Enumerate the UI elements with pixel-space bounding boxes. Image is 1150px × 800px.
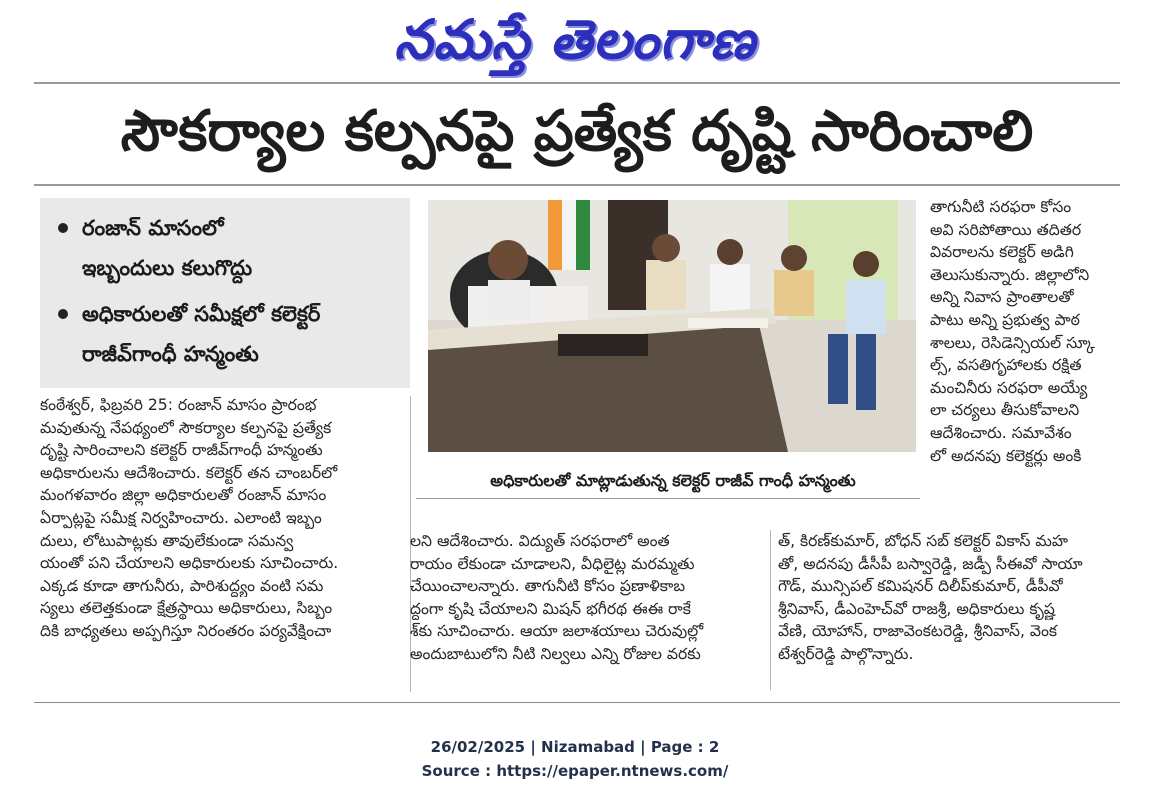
body-line: వివరాలను కలెక్టర్ అడిగి (930, 243, 1074, 262)
bullet-icon (58, 309, 68, 319)
bullet-icon (58, 223, 68, 233)
body-line: పాటు అన్ని ప్రభుత్వ పాఠ (930, 310, 1080, 329)
body-line: మంచినీరు సరఫరా అయ్యే (930, 378, 1088, 397)
highlight-line: రంజాన్ మాసంలో (82, 216, 224, 240)
column-divider (770, 530, 771, 690)
body-line: గౌడ్, మున్సిపల్ కమిషనర్ దిలీప్‌కుమార్, డీపీవో (778, 577, 1063, 596)
body-line: వేణి, యోహాన్, రాజావెంకటరెడ్డి, శ్రీనివాస్, వెంక (778, 622, 1058, 641)
body-line: ద్ధంగా కృషి చేయాలని మిషన్ భగీరథ ఈఈ రాకే (410, 599, 691, 618)
body-line: శ్‌కు సూచించారు. ఆయా జలాశయాలు చెరువుల్లో (410, 622, 704, 641)
body-column-right-top (930, 196, 1126, 467)
photo-caption: అధికారులతో మాట్లాడుతున్న కలెక్టర్ రాజీవ్ గాంధీ హన్మంతు (490, 471, 856, 490)
body-line: అందుబాటులోని నీటి నిల్వలు ఎన్ని రోజుల వరకు (410, 644, 701, 663)
body-line: మవుతున్న నేపథ్యంలో సౌకర్యాల కల్పనపై ప్రత్యేక (40, 418, 332, 437)
body-column-left (40, 394, 406, 643)
body-line: టేశ్వర్‌రెడ్డి పాల్గొన్నారు. (778, 644, 914, 663)
highlight-item (58, 208, 400, 288)
headline-divider (34, 184, 1120, 186)
highlight-line: రాజీవ్‌గాంధీ హన్మంతు (82, 342, 259, 366)
body-line: లా చర్యలు తీసుకోవాలని (930, 401, 1080, 420)
body-line: లని ఆదేశించారు. విద్యుత్ సరఫరాలో అంత (410, 532, 670, 550)
body-line: తో, అదనపు డీసీపీ బస్వారెడ్డి, జడ్పీ సీఈవో సాయా (778, 554, 1083, 573)
body-line: ఏర్పాట్లపై సమీక్ష నిర్వహించారు. ఎలాంటి ఇబ్బం (40, 508, 322, 527)
body-column-right-bottom (778, 530, 1124, 666)
body-line: త్, కిరణ్‌కుమార్, బోధన్ సబ్ కలెక్టర్ వికాస్ మహ (778, 532, 1069, 550)
body-line: దికి బాధ్యతలు అప్పగిస్తూ నిరంతరం పర్యవేక్షించా (40, 621, 332, 640)
caption-divider (416, 498, 920, 499)
body-line: ఎక్కడ కూడా తాగునీరు, పారిశుద్ధ్యం వంటి సమ (40, 576, 324, 595)
body-line: యంతో పని చేయాలని అధికారులకు సూచించారు. (40, 554, 339, 573)
article-headline: సౌకర్యాల కల్పనపై ప్రత్యేక దృష్టి సారించాలి (120, 99, 1034, 164)
body-line: దులు, లోటుపాట్లకు తావులేకుండా సమన్వ (40, 531, 294, 550)
body-line: చేయించాలన్నారు. తాగునీటి కోసం ప్రణాళికాబ (410, 577, 686, 596)
body-line: రాయం లేకుండా చూడాలని, వీధిలైట్ల మరమ్మతు (410, 554, 695, 573)
body-column-middle (410, 530, 756, 666)
body-line: అన్ని నివాస ప్రాంతాలతో (930, 288, 1074, 307)
body-line: ఆదేశించారు. సమావేశం (930, 423, 1072, 442)
body-line: లో అదనపు కలెక్టర్లు అంకి (930, 446, 1082, 465)
highlight-line: ఇబ్బందులు కలుగొద్దు (82, 256, 253, 280)
highlight-item (58, 294, 400, 374)
footer-divider (34, 702, 1120, 703)
body-line: కంఠేశ్వర్, ఫిబ్రవరి 25: రంజాన్ మాసం ప్రారంభ (40, 396, 317, 414)
body-line: ల్స్, వసతిగృహాలకు రక్షిత (930, 356, 1082, 375)
footer-date-edition: 26/02/2025 | Nizamabad | Page : 2 (430, 738, 720, 756)
body-line: తాగునీటి సరఫరా కోసం (930, 198, 1072, 216)
body-line: శ్రీనివాస్, డీఎంహెచ్‌వో రాజశ్రీ, అధికారులు కృష్ణ (778, 599, 1055, 618)
body-line: దృష్టి సారించాలని కలెక్టర్ రాజీవ్‌గాంధీ హన్మంతు (40, 441, 323, 460)
article-photo (428, 200, 916, 452)
body-line: తెలుసుకున్నారు. జిల్లాలోని (930, 265, 1090, 284)
body-line: మంగళవారం జిల్లా అధికారులతో రంజాన్ మాసం (40, 486, 327, 505)
meeting-photo-illustration (428, 200, 916, 452)
footer-source: Source : https://epaper.ntnews.com/ (421, 762, 729, 780)
newspaper-masthead: నమస్తే తెలంగాణ (394, 8, 756, 71)
highlights-box (40, 198, 410, 388)
body-line: అధికారులను ఆదేశించారు. కలెక్టర్ తన చాంబర్‌లో (40, 463, 338, 482)
body-line: అవి సరిపోతాయి తదితర (930, 220, 1082, 239)
masthead-divider (34, 82, 1120, 84)
body-line: స్యలు తలెత్తకుండా క్షేత్రస్థాయి అధికారులు, సిబ్బం (40, 599, 333, 618)
highlight-line: అధికారులతో సమీక్షలో కలెక్టర్ (82, 302, 321, 326)
body-line: శాలలు, రెసిడెన్సియల్ స్కూ (930, 333, 1095, 352)
